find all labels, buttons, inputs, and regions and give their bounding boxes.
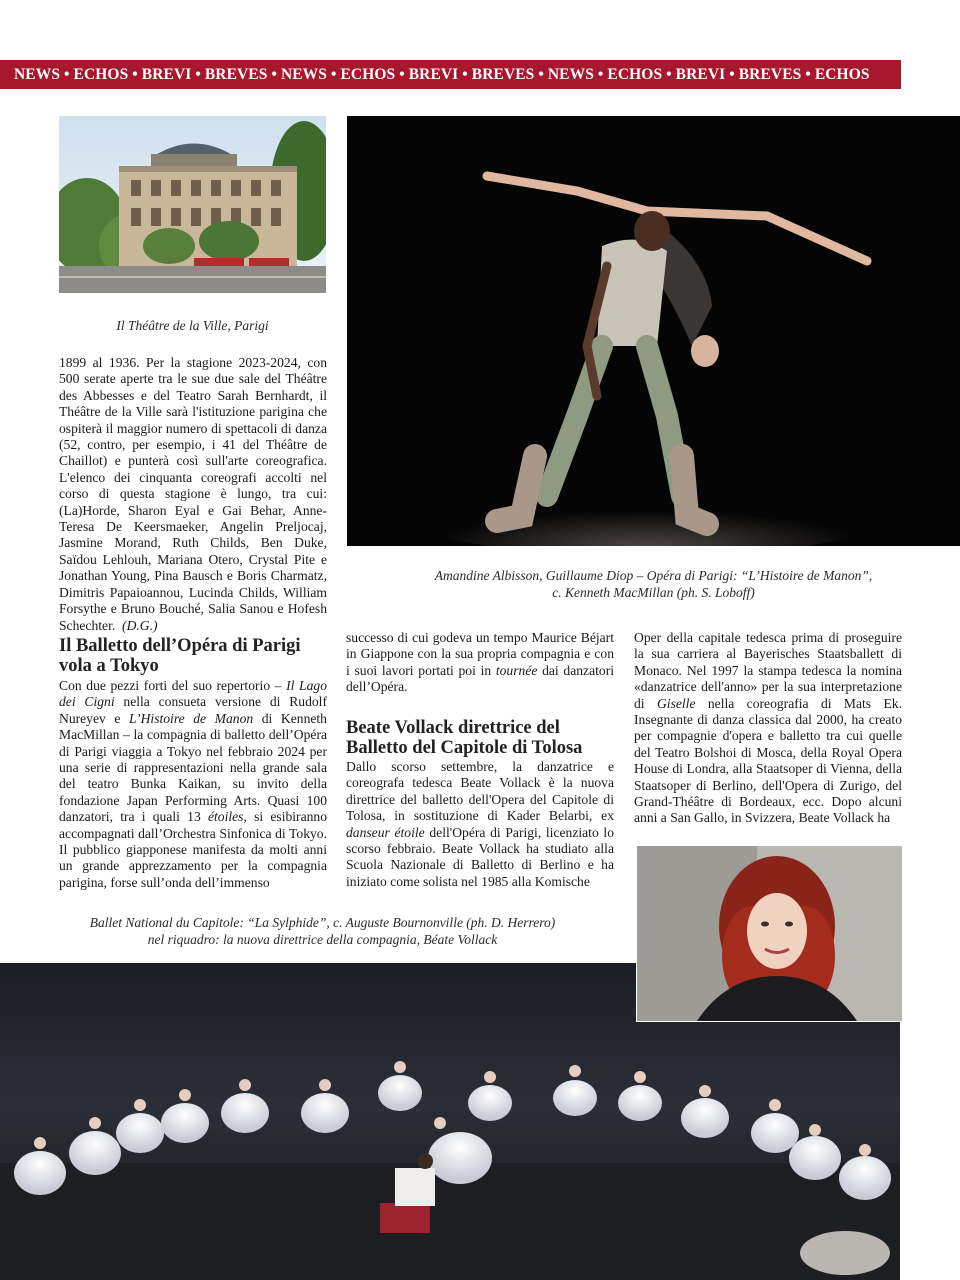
article2-title-manon: L’Histoire de Manon	[129, 710, 254, 726]
article1-text	[59, 355, 327, 634]
theatre-photo	[59, 116, 326, 293]
article3-danseur-etoile: danseur étoile	[346, 824, 425, 840]
sylphide-caption-line2: nel riquadro: la nuova direttrice della compagnia, Béate Vollack	[147, 932, 498, 947]
article2-body-b: nella consueta versione di Rudolf Nureyev e	[59, 694, 327, 726]
article2-body-e: successo di cui godeva un tempo Maurice Béjart in Giappone con la sua propria compagnia e con i suoi lavori portati poi in	[346, 630, 614, 678]
manon-caption-line1: Amandine Albisson, Guillaume Diop – Opéra di Parigi: “L’Histoire de Manon”,	[434, 568, 873, 583]
article1-signature: (D.G.)	[122, 617, 158, 633]
article3-body-d: nella coreografia di Mats Ek. Insegnante di danza classica dal 2000, ha creato per compagnie d'opera e balletto tra cui quelle del Teatro Bolshoi di Mosca, della Royal Opera House di Londra, alla Staatsoper di Vienna, della Staatsoper di Berlino, dell'Opera di Zurigo, del Grand-Théâtre di Bordeaux, ecc. Dopo alcuni anni a San Gallo, in Svizzera, Beate Vollack ha	[634, 695, 902, 826]
article2-tournee: tournée	[495, 662, 538, 678]
article2-text-col2	[346, 630, 614, 696]
article2-body-f: dai danzatori dell’Opéra.	[346, 662, 614, 695]
sylphide-caption	[60, 914, 585, 948]
article2-body-a: Con due pezzi forti del suo repertorio –	[59, 678, 287, 693]
sylphide-caption-line1: Ballet National du Capitole: “La Sylphide”, c. Auguste Bournonville (ph. D. Herrero)	[89, 915, 556, 930]
article2-headline-line2: vola a Tokyo	[59, 656, 159, 676]
beate-vollack-portrait	[636, 845, 903, 1022]
theatre-caption: Il Théâtre de la Ville, Parigi	[116, 318, 269, 333]
article3-body-c: Oper della capitale tedesca prima di proseguire la sua carriera al Bayerisches Staatsballett di Monaco. Nel 1997 la stampa tedesca la nomina «danzatrice dell'anno» per la sua interpretazione di	[634, 630, 902, 711]
manon-caption	[347, 567, 960, 601]
article2-title-lago: Il Lago dei Cigni	[59, 678, 327, 710]
manon-caption-line2: c. Kenneth MacMillan (ph. S. Loboff)	[552, 585, 755, 600]
news-banner: NEWS • ECHOS • BREVI • BREVES • NEWS • ECHOS • BREVI • BREVES • NEWS • ECHOS • BREVI • BREVES • ECHOS	[0, 60, 901, 89]
article2-etoiles: étoiles	[207, 809, 244, 825]
article3-headline	[346, 718, 626, 758]
article2-headline-line1: Il Balletto dell’Opéra di Parigi	[59, 636, 301, 656]
article3-body-b: dell'Opéra di Parigi, licenziato lo scorso febbraio. Beate Vollack ha studiato alla Scuola Nazionale di Balletto di Berlino e ha iniziato come solista nel 1985 alla Komische	[346, 824, 614, 889]
article1-body: 1899 al 1936. Per la stagione 2023-2024, con 500 serate aperte tra le sue due sale del Théâtre des Abbesses e del Teatro Sarah Bernhardt, il Théâtre de la Ville sarà l'istituzione parigina che ospiterà il maggior numero di spettacoli di danza (52, contro, per esempio, i 41 del Théâtre de Chaillot) e punterà così sull'arte coreografica. L'elenco dei cinquanta coreografi accolti nel corso di questa stagione è lungo, tra cui: (La)Horde, Sharon Eyal e Gai Behar, Anne-Teresa De Keersmaeker, Angelin Preljocaj, Jasmine Morand, Ruth Childs, Ben Duke, Saïdou Lehlouh, Mariana Otero, Crystal Pite e Jonathan Young, Pina Bausch e Boris Charmatz, Dimitris Papaioannou, Lucinda Childs, William Forsythe e Bruno Bouché, Salia Sanou e Hofesh Schechter.	[59, 355, 327, 633]
article3-text-col2	[346, 759, 614, 890]
article3-body-a: Dallo scorso settembre, la danzatrice e coreografa tedesca Beate Vollack è la nuova direttrice del balletto dell'Opera del Capitole di Tolosa, in sostituzione di Kader Belarbi, ex	[346, 759, 614, 824]
article3-headline-line1: Beate Vollack direttrice del	[346, 718, 560, 738]
article3-headline-line2: Balletto del Capitole di Tolosa	[346, 738, 583, 758]
article2-body-d: , si esibiranno accompagnati dall’Orchestra Sinfonica di Tokyo. Il pubblico giapponese manifesta da molti anni un grande apprezzamento per la compagnia parigina, forse sull’onda dell’immenso	[59, 809, 327, 890]
article2-headline	[59, 636, 339, 676]
article3-text-col3	[634, 630, 902, 827]
article2-body-c: di Kenneth MacMillan – la compagnia di balletto dell’Opéra di Parigi viaggia a Tokyo nel febbraio 2024 per una serie di rappresentazioni nella grande sala del teatro Bunka Kaikan, su invito della fondazione Japan Performing Arts. Quasi 100 danzatori, tra i quali 13	[59, 710, 327, 825]
article3-giselle: Giselle	[656, 695, 696, 711]
article2-text-col1	[59, 678, 327, 890]
manon-dancers-photo	[347, 116, 960, 546]
